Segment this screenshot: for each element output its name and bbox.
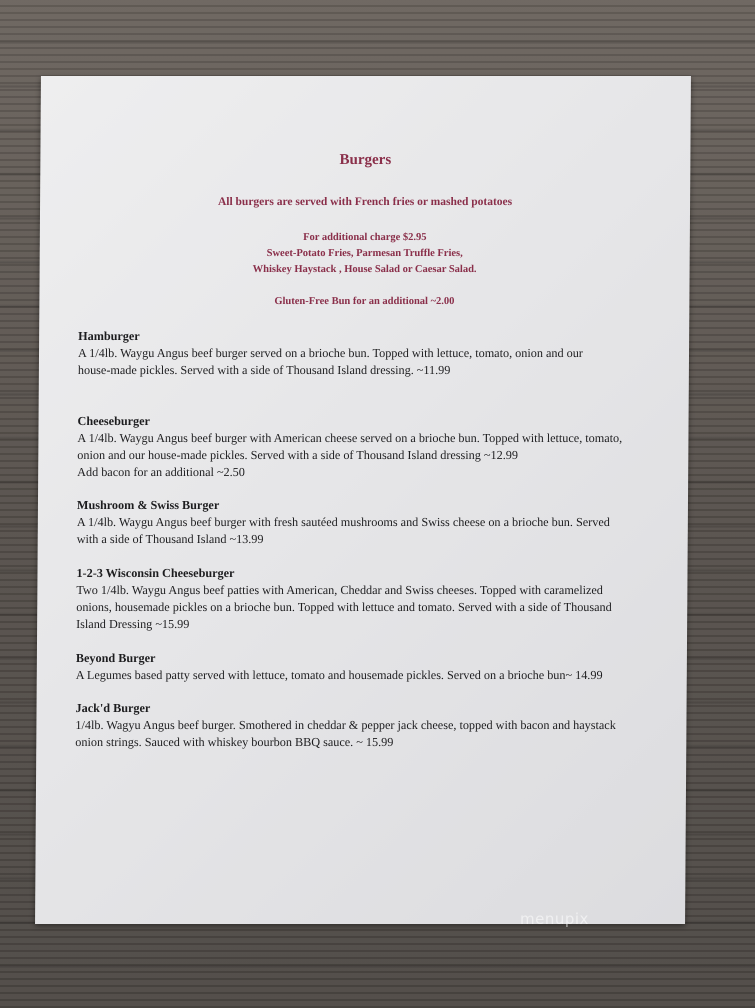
menu-item-mushroom-swiss [77, 497, 667, 548]
item-description-line: with a side of Thousand Island ~13.99 [76, 532, 264, 546]
menu-sheet [35, 76, 691, 924]
item-description-line: A 1/4lb. Waygu Angus beef burger with American cheese served on a brioche bun. Topped with lettuce, tomato, [77, 431, 623, 445]
item-description-line: Island Dressing ~15.99 [76, 617, 190, 631]
item-name: 1-2-3 Wisconsin Cheeseburger [76, 566, 235, 580]
additional-charge-options: Sweet-Potato Fries, Parmesan Truffle Fries, [266, 248, 463, 259]
item-description-line: Two 1/4lb. Waygu Angus beef patties with American, Cheddar and Swiss cheeses. Topped with caramelized [76, 583, 603, 597]
item-description-line: onions, housemade pickles on a brioche bun. Topped with lettuce and tomato. Served with a side of Thousand [76, 600, 612, 614]
menu-item-hamburger [78, 328, 668, 379]
item-name: Cheeseburger [77, 414, 151, 428]
menu-subtitle: All burgers are served with French fries or mashed potatoes [217, 196, 513, 208]
menu-document [35, 76, 691, 924]
item-description-line: A 1/4lb. Waygu Angus beef burger served on a brioche bun. Topped with lettuce, tomato, onion and our [77, 346, 583, 360]
watermark: menupix [520, 910, 589, 928]
item-name: Mushroom & Swiss Burger [76, 498, 220, 512]
additional-charge-block [40, 230, 690, 278]
item-description-line: A Legumes based patty served with lettuce, tomato and housemade pickles. Served on a brioche bun~ 14.99 [75, 668, 603, 682]
item-description-line: 1/4lb. Wagyu Angus beef burger. Smothered in cheddar & pepper jack cheese, topped with bacon and haystack [75, 718, 616, 732]
item-description-line: A 1/4lb. Waygu Angus beef burger with fresh sautéed mushrooms and Swiss cheese on a brioche bun. Served [76, 515, 610, 529]
item-description-line: house-made pickles. Served with a side of Thousand Island dressing. ~11.99 [77, 363, 451, 377]
item-name: Hamburger [78, 329, 140, 343]
menu-item-cheeseburger [77, 413, 667, 481]
menu-item-beyond-burger [76, 650, 666, 684]
item-description-line: onion and our house-made pickles. Served with a side of Thousand Island dressing ~12.99 [77, 448, 519, 462]
item-name: Beyond Burger [75, 651, 156, 665]
menu-item-jackd-burger [75, 700, 665, 751]
menu-title: Burgers [339, 152, 392, 168]
additional-charge-line: For additional charge $2.95 [303, 232, 427, 243]
item-addon-line: Add bacon for an additional ~2.50 [77, 465, 245, 479]
item-name: Jack'd Burger [75, 701, 151, 715]
menu-item-wisconsin-cheeseburger [76, 565, 666, 633]
additional-charge-options-2: Whiskey Haystack , House Salad or Caesar Salad. [252, 264, 477, 275]
gluten-free-note: Gluten-Free Bun for an additional ~2.00 [274, 296, 455, 307]
item-description-line: onion strings. Sauced with whiskey bourbon BBQ sauce. ~ 15.99 [75, 735, 394, 749]
